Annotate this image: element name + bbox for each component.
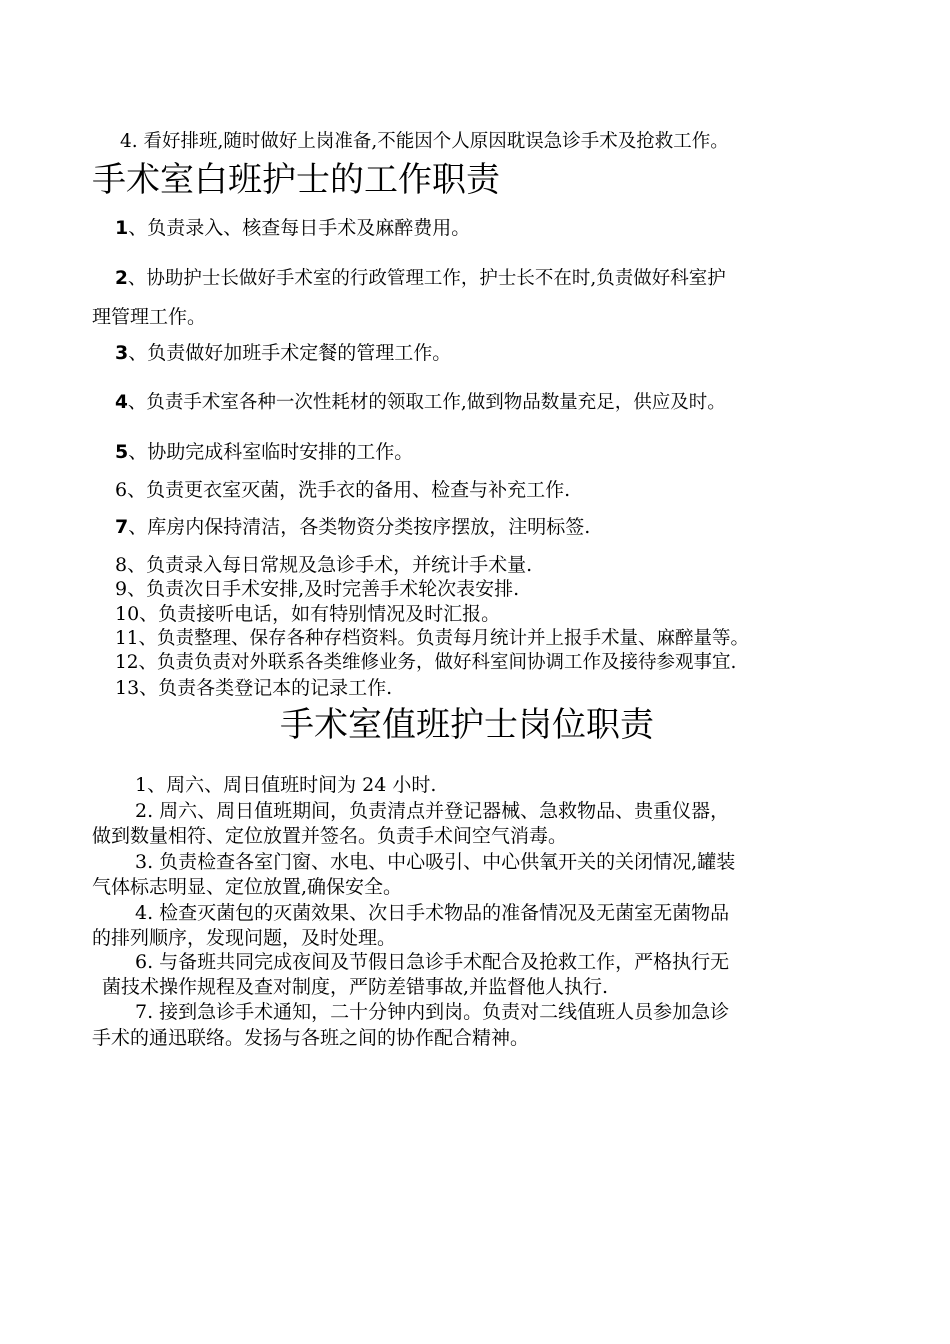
section1-item-7 <box>115 515 590 539</box>
section2-item-1: 1、周六、周日值班时间为 24 小时. <box>135 774 437 796</box>
item-number: 1 <box>115 217 129 239</box>
section1-title: 手术室白班护士的工作职责 <box>92 160 500 200</box>
section2-item-6: 6. 与备班共同完成夜间及节假日急诊手术配合及抢救工作，严格执行无 <box>135 951 730 973</box>
item-text: 、负责做好加班手术定餐的管理工作。 <box>128 342 452 364</box>
item-text: 12、负责负责对外联系各类维修业务，做好科室间协调工作及接待参观事宜. <box>115 652 737 673</box>
section1-item-1 <box>115 216 470 240</box>
section1-item-12 <box>115 651 736 675</box>
section1-item-8 <box>115 553 532 577</box>
section1-item-11 <box>115 627 749 651</box>
item-number: 4 <box>115 392 128 413</box>
section2-item-4: 4. 检查灭菌包的灭菌效果、次日手术物品的准备情况及无菌室无菌物品 <box>135 902 730 924</box>
section1-item-13 <box>115 676 392 700</box>
item-number: 3 <box>115 342 129 364</box>
top-list-item-text: 4. 看好排班,随时做好上岗准备,不能因个人原因耽误急诊手术及抢救工作。 <box>120 131 729 152</box>
section2-title: 手术室值班护士岗位职责 <box>280 705 654 745</box>
item-text: 11、负责整理、保存各种存档资料。负责每月统计并上报手术量、麻醉量等。 <box>115 628 750 649</box>
item-text: 、负责录入、核查每日手术及麻醉费用。 <box>128 217 471 239</box>
section2-item-2-continuation: 做到数量相符、定位放置并签名。负责手术间空气消毒。 <box>92 825 568 847</box>
item-text: 9、负责次日手术安排,及时完善手术轮次表安排. <box>115 578 520 600</box>
item-text: 10、负责接听电话，如有特别情况及时汇报。 <box>115 603 501 625</box>
section2-item-7-continuation: 手术的通迅联络。发扬与各班之间的协作配合精神。 <box>92 1027 530 1049</box>
section1-item-2-continuation: 理管理工作。 <box>92 306 207 328</box>
section1-item-5 <box>115 440 413 464</box>
item-text: 、库房内保持清洁，各类物资分类按序摆放，注明标签. <box>128 516 591 538</box>
section1-item-10 <box>115 602 500 626</box>
top-list-item <box>120 130 729 154</box>
section2-item-6-continuation: 菌技术操作规程及查对制度，严防差错事故,并监督他人执行. <box>102 976 609 998</box>
section2-item-7: 7. 接到急诊手术通知，二十分钟内到岗。负责对二线值班人员参加急诊 <box>135 1001 730 1023</box>
item-text: 13、负责各类登记本的记录工作. <box>115 677 393 699</box>
item-text: 6、负责更衣室灭菌，洗手衣的备用、检查与补充工作. <box>115 479 571 501</box>
item-number: 5 <box>115 441 129 463</box>
section1-item-6 <box>115 478 570 502</box>
section1-item-3 <box>115 341 451 365</box>
section2-item-4-continuation: 的排列顺序，发现问题，及时处理。 <box>92 927 397 949</box>
section2-item-2: 2. 周六、周日值班期间，负责清点并登记器械、急救物品、贵重仪器， <box>135 800 730 822</box>
item-text: 8、负责录入每日常规及急诊手术，并统计手术量. <box>115 554 533 576</box>
item-text: 、负责手术室各种一次性耗材的领取工作,做到物品数量充足，供应及时。 <box>127 392 726 413</box>
item-number: 2 <box>115 268 128 289</box>
section2-item-3: 3. 负责检查各室门窗、水电、中心吸引、中心供氧开关的关闭情况,罐装 <box>135 851 736 873</box>
section1-item-2 <box>115 267 726 291</box>
item-number: 7 <box>115 516 129 538</box>
section2-item-3-continuation: 气体标志明显、定位放置,确保安全。 <box>92 876 403 898</box>
item-text: 、协助护士长做好手术室的行政管理工作，护士长不在时,负责做好科室护 <box>127 268 726 289</box>
section1-item-4 <box>115 391 726 415</box>
section1-item-9 <box>115 577 519 601</box>
item-text: 、协助完成科室临时安排的工作。 <box>128 441 414 463</box>
